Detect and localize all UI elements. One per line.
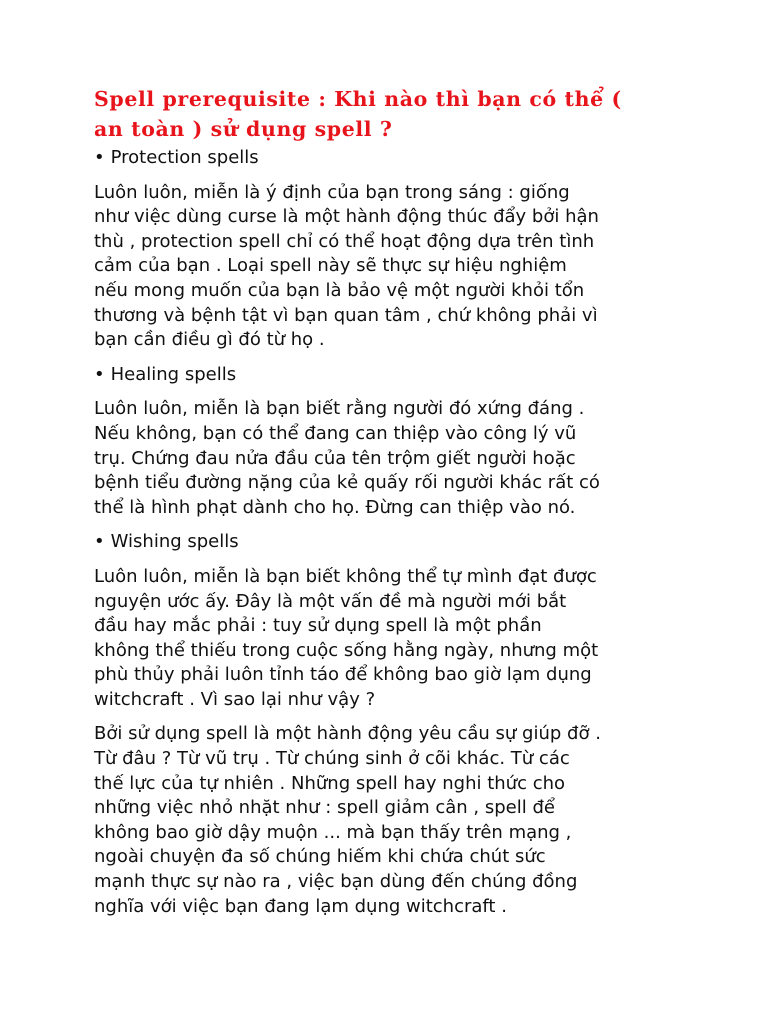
bullet-label: Healing spells [110, 363, 237, 385]
bullet-label: Protection spells [110, 147, 259, 168]
section-protection-spells [94, 146, 684, 353]
document-page [94, 84, 684, 929]
text-line: bệnh tiểu đường nặng của kẻ quấy rối người khác rất có [94, 472, 600, 494]
document-title [94, 84, 684, 144]
bullet-icon [94, 364, 111, 385]
text-line: Bởi sử dụng spell là một hành động yêu cầu sự giúp đỡ . [94, 723, 601, 745]
text-line: nếu mong muốn của bạn là bảo vệ một người khỏi tổn [94, 279, 585, 301]
text-line: Từ đâu ? Từ vũ trụ . Từ chúng sinh ở cõi khác. Từ các [94, 748, 570, 770]
text-line: phù thủy phải luôn tỉnh táo để không bao giờ lạm dụng [94, 664, 592, 686]
bullet-label: Wishing spells [110, 531, 239, 553]
paragraph [94, 181, 684, 353]
bullet-icon [94, 531, 111, 552]
bullet-heading [94, 146, 684, 171]
text-line: như việc dùng curse là một hành động thúc đẩy bởi hận [94, 206, 599, 228]
text-line: ngoài chuyện đa số chúng hiếm khi chứa chút sức [94, 846, 546, 868]
text-line: đầu hay mắc phải : tuy sử dụng spell là một phần [94, 615, 542, 637]
text-line: không bao giờ dậy muộn ... mà bạn thấy trên mạng , [94, 821, 572, 843]
text-line: witchcraft . Vì sao lại như vậy ? [94, 688, 376, 710]
paragraph [94, 565, 684, 713]
text-line: cảm của bạn . Loại spell này sẽ thực sự hiệu nghiệm [94, 255, 567, 277]
text-line: Luôn luôn, miễn là bạn biết rằng người đó xứng đáng . [94, 398, 585, 420]
bullet-heading [94, 530, 684, 555]
text-line: Luôn luôn, miễn là ý định của bạn trong sáng : giống [94, 181, 570, 203]
text-line: thế lực của tự nhiên . Những spell hay nghi thức cho [94, 772, 566, 794]
text-line: thương và bệnh tật vì bạn quan tâm , chứ không phải vì [94, 304, 598, 326]
text-line: không thể thiếu trong cuộc sống hằng ngày, nhưng một [94, 639, 599, 661]
text-line: thể là hình phạt dành cho họ. Đừng can thiệp vào nó. [94, 496, 576, 518]
title-line: an toàn ) sử dụng spell ? [94, 117, 393, 141]
bullet-heading [94, 363, 684, 388]
text-line: Nếu không, bạn có thể đang can thiệp vào công lý vũ [94, 422, 577, 444]
text-line: những việc nhỏ nhặt như : spell giảm cân , spell để [94, 797, 555, 819]
text-line: nghĩa với việc bạn đang lạm dụng witchcraft . [94, 895, 507, 917]
section-wishing-spells [94, 530, 684, 919]
bullet-icon [94, 147, 111, 168]
text-line: mạnh thực sự nào ra , việc bạn dùng đến chúng đồng [94, 871, 578, 893]
section-healing-spells [94, 363, 684, 521]
text-line: bạn cần điều gì đó từ họ . [94, 329, 325, 351]
text-line: Luôn luôn, miễn là bạn biết không thể tự mình đạt được [94, 565, 597, 587]
text-line: trụ. Chứng đau nửa đầu của tên trộm giết người hoặc [94, 447, 576, 469]
text-line: nguyện ước ấy. Đây là một vấn đề mà người mới bắt [94, 590, 567, 612]
text-line: thù , protection spell chỉ có thể hoạt động dựa trên tình [94, 230, 595, 252]
title-line: Spell prerequisite : Khi nào thì bạn có thể ( [94, 87, 622, 111]
paragraph [94, 722, 684, 919]
paragraph [94, 397, 684, 520]
